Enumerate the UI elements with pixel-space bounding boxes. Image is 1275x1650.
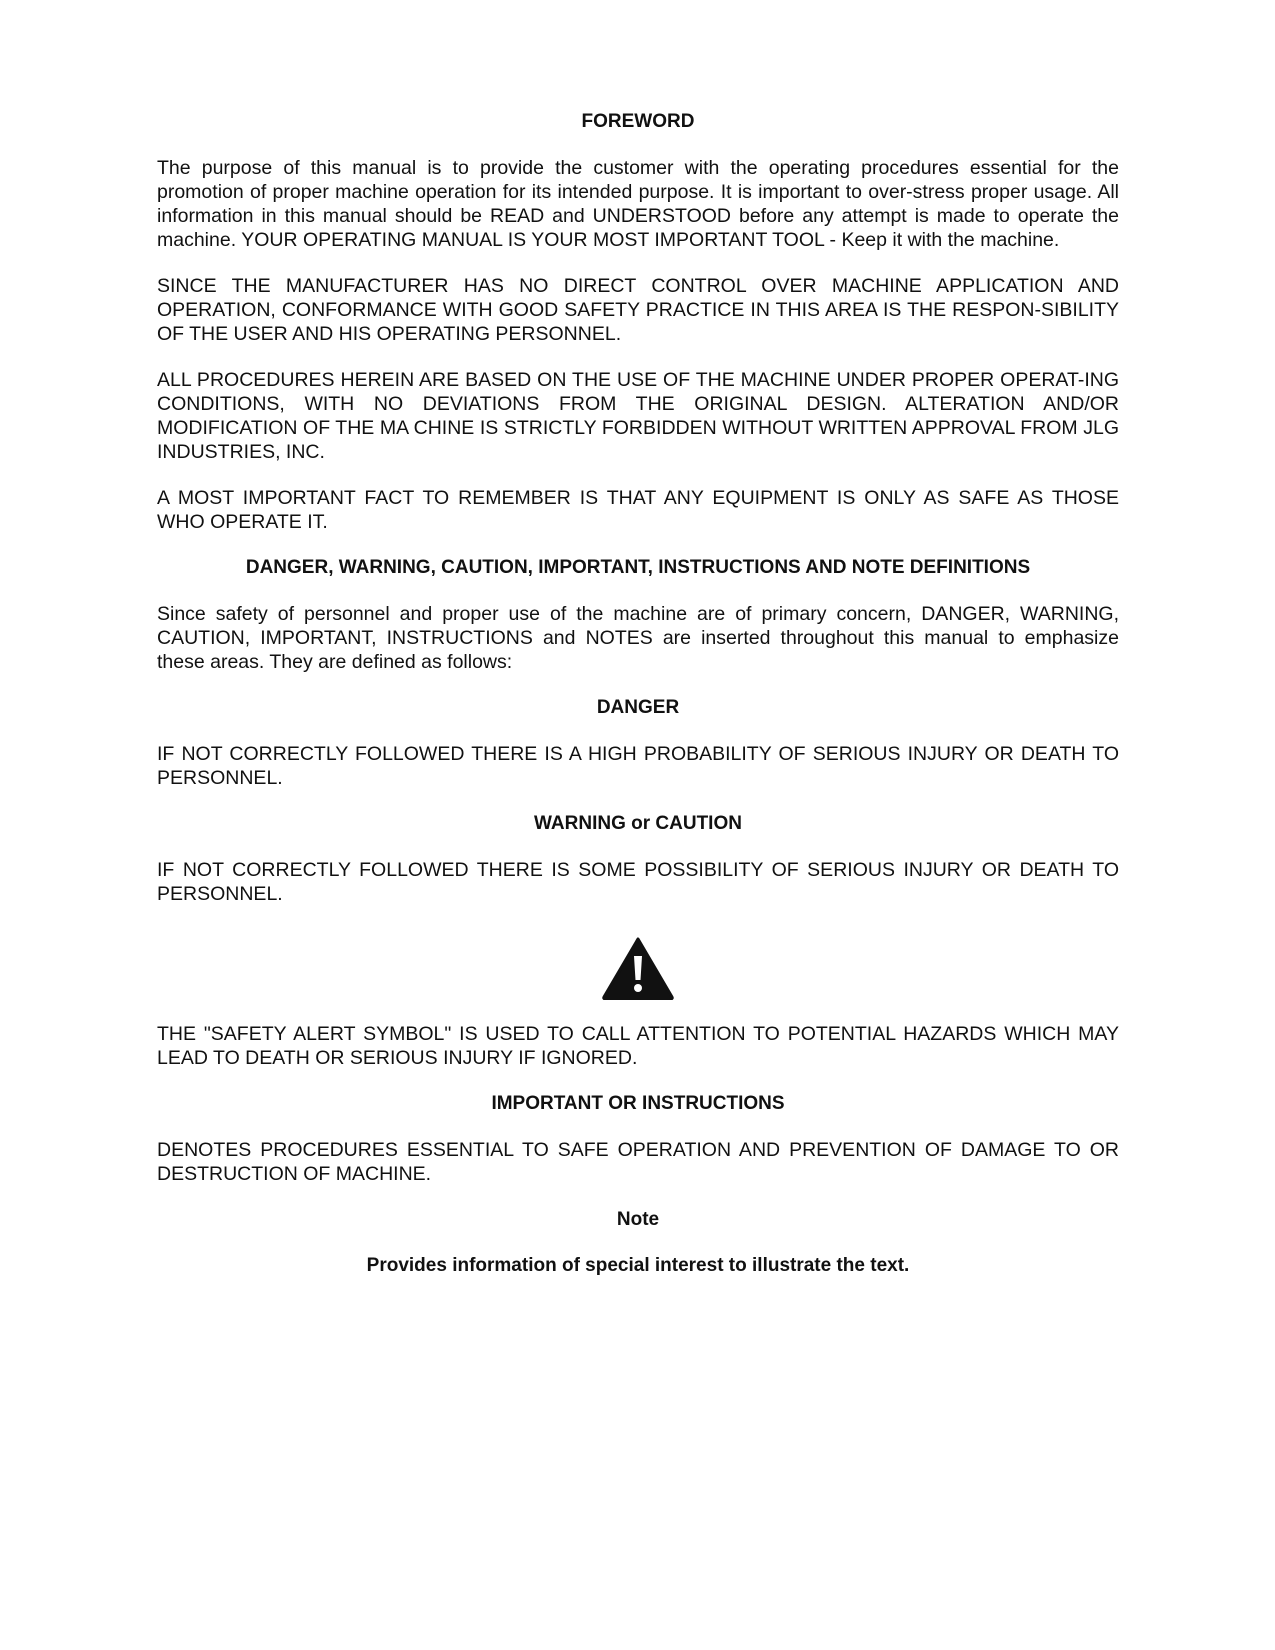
warning-heading: WARNING or CAUTION bbox=[534, 813, 742, 834]
important-text: DENOTES PROCEDURES ESSENTIAL TO SAFE OPERATION AND PREVENTION OF DAMAGE TO OR DESTRUCTION OF MACHINE. bbox=[157, 1139, 1119, 1185]
note-heading: Note bbox=[616, 1209, 660, 1230]
safety-alert-text: THE "SAFETY ALERT SYMBOL" IS USED TO CALL ATTENTION TO POTENTIAL HAZARDS WHICH MAY LEAD TO DEATH OR SERIOUS INJURY IF IGNORED. bbox=[157, 1023, 1119, 1069]
danger-heading: DANGER bbox=[596, 697, 680, 718]
foreword-paragraph-safety-fact: A MOST IMPORTANT FACT TO REMEMBER IS THAT ANY EQUIPMENT IS ONLY AS SAFE AS THOSE WHO OPERATE IT. bbox=[157, 487, 1119, 533]
foreword-paragraph-purpose: The purpose of this manual is to provide the customer with the operating procedures essential for the promotion of proper machine operation for its intended purpose. It is important to over-stress proper usage. All information in this manual should be READ and UNDERSTOOD before any attempt is made to operate the machine. YOUR OPERATING MANUAL IS YOUR MOST IMPORTANT TOOL - Keep it with the machine. bbox=[157, 157, 1119, 251]
definitions-intro: Since safety of personnel and proper use of the machine are of primary concern, DANGER, WARNING, CAUTION, IMPORTANT, INSTRUCTIONS and NOTES are inserted throughout this manual to emphasize these areas. They are defined as follows: bbox=[157, 603, 1119, 673]
safety-alert-triangle-icon bbox=[601, 936, 675, 1000]
note-text: Provides information of special interest to illustrate the text. bbox=[366, 1255, 910, 1276]
safety-alert-symbol bbox=[157, 936, 1119, 1000]
danger-text: IF NOT CORRECTLY FOLLOWED THERE IS A HIGH PROBABILITY OF SERIOUS INJURY OR DEATH TO PERSONNEL. bbox=[157, 743, 1119, 789]
definitions-heading: DANGER, WARNING, CAUTION, IMPORTANT, INSTRUCTIONS AND NOTE DEFINITIONS bbox=[245, 557, 1031, 578]
warning-text: IF NOT CORRECTLY FOLLOWED THERE IS SOME POSSIBILITY OF SERIOUS INJURY OR DEATH TO PERSONNEL. bbox=[157, 859, 1119, 905]
foreword-paragraph-responsibility: SINCE THE MANUFACTURER HAS NO DIRECT CONTROL OVER MACHINE APPLICATION AND OPERATION, CONFORMANCE WITH GOOD SAFETY PRACTICE IN THIS AREA IS THE RESPON-SIBILITY OF THE USER AND HIS OPERATING PERSONNEL. bbox=[157, 275, 1119, 345]
foreword-paragraph-procedures: ALL PROCEDURES HEREIN ARE BASED ON THE USE OF THE MACHINE UNDER PROPER OPERAT-ING CONDITIONS, WITH NO DEVIATIONS FROM THE ORIGINAL DESIGN. ALTERATION AND/OR MODIFICATION OF THE MA CHINE IS STRICTLY FORBIDDEN WITHOUT WRITTEN APPROVAL FROM JLG INDUSTRIES, INC. bbox=[157, 369, 1119, 463]
manual-page bbox=[157, 110, 1119, 1278]
foreword-heading: FOREWORD bbox=[581, 111, 695, 132]
important-heading: IMPORTANT OR INSTRUCTIONS bbox=[491, 1093, 785, 1114]
